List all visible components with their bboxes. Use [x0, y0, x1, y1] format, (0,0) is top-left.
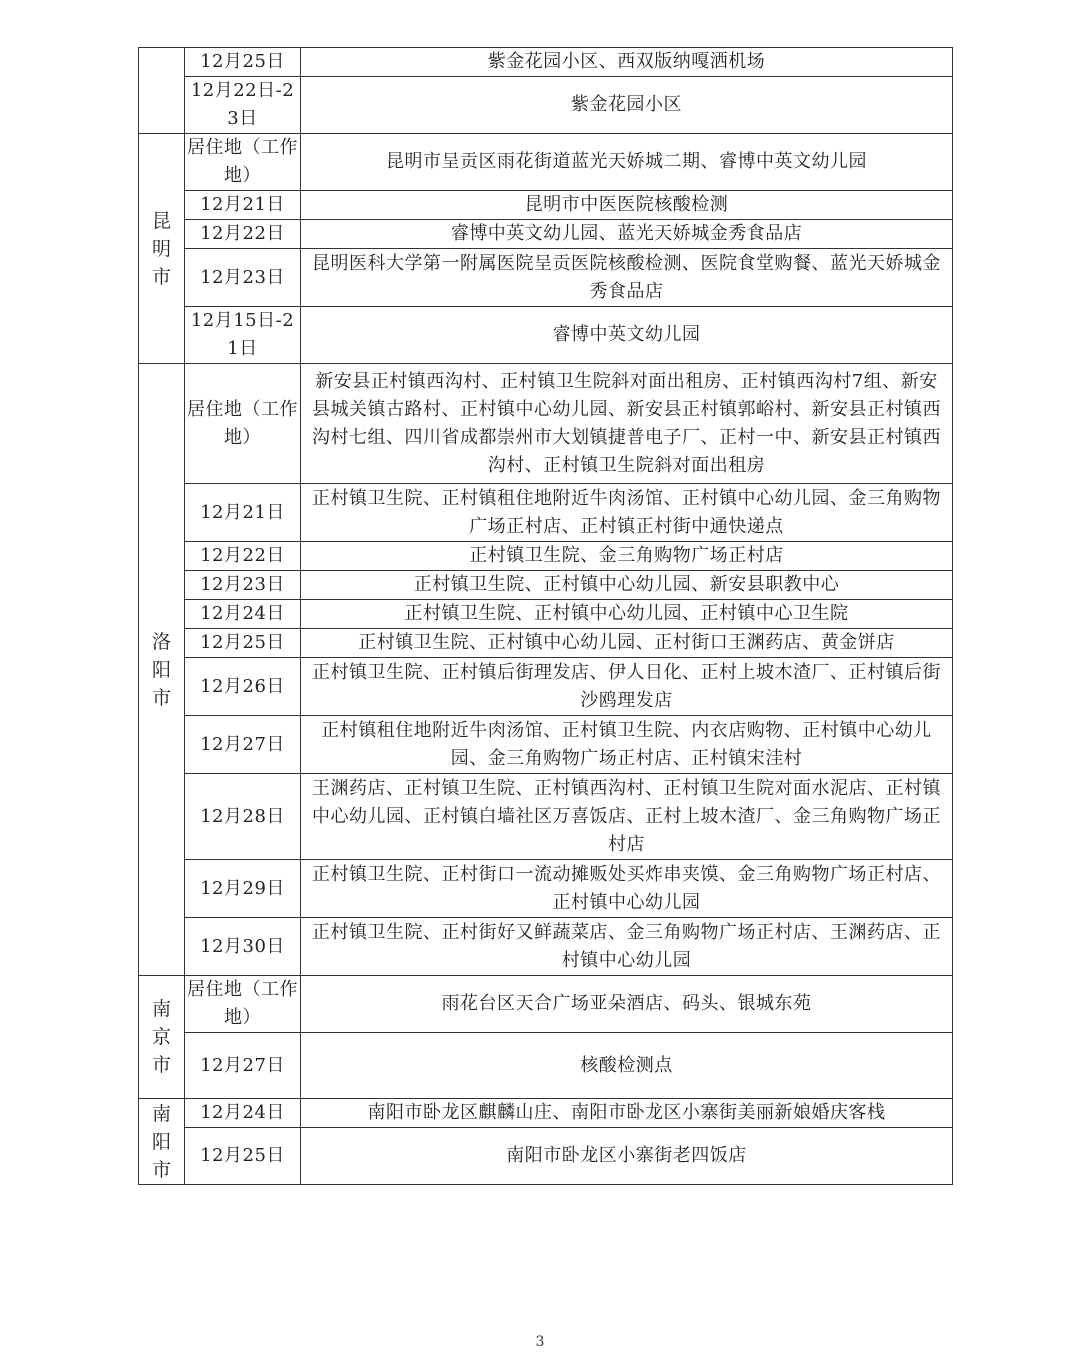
places-cell: 昆明市呈贡区雨花街道蓝光天娇城二期、睿博中英文幼儿园	[301, 134, 953, 191]
date-cell: 12月22日	[185, 542, 301, 571]
date-cell: 12月24日	[185, 1099, 301, 1128]
places-cell: 紫金花园小区	[301, 77, 953, 134]
table-row	[139, 191, 953, 220]
itinerary-table	[138, 47, 953, 1185]
date-cell: 居住地（工作地）	[185, 134, 301, 191]
date-cell: 12月23日	[185, 249, 301, 307]
table-row	[139, 600, 953, 629]
places-cell: 紫金花园小区、西双版纳嘎洒机场	[301, 48, 953, 77]
places-cell: 新安县正村镇西沟村、正村镇卫生院斜对面出租房、正村镇西沟村7组、新安县城关镇古路村、正村镇中心幼儿园、新安县正村镇郭峪村、新安县正村镇西沟村七组、四川省成都崇州市大划镇捷普电子厂、正村一中、新安县正村镇西沟村、正村镇卫生院斜对面出租房	[301, 364, 953, 484]
page-number: 3	[535, 1334, 545, 1350]
places-cell: 雨花台区天合广场亚朵酒店、码头、银城东苑	[301, 976, 953, 1033]
table-row	[139, 571, 953, 600]
date-cell: 12月21日	[185, 191, 301, 220]
table-row	[139, 658, 953, 716]
table-row	[139, 307, 953, 364]
city-cell	[139, 976, 185, 1099]
date-cell: 12月15日-21日	[185, 307, 301, 364]
date-cell: 12月27日	[185, 1033, 301, 1099]
date-cell: 居住地（工作地）	[185, 364, 301, 484]
city-name: 昆明市	[152, 209, 172, 288]
places-cell: 正村镇租住地附近牛肉汤馆、正村镇卫生院、内衣店购物、正村镇中心幼儿园、金三角购物广场正村店、正村镇宋洼村	[301, 716, 953, 774]
date-cell: 12月28日	[185, 774, 301, 860]
places-cell: 王渊药店、正村镇卫生院、正村镇西沟村、正村镇卫生院对面水泥店、正村镇中心幼儿园、正村镇白墙社区万喜饭店、正村上坡木渣厂、金三角购物广场正村店	[301, 774, 953, 860]
table-row	[139, 542, 953, 571]
places-cell: 正村镇卫生院、正村镇中心幼儿园、正村镇中心卫生院	[301, 600, 953, 629]
date-cell: 12月25日	[185, 1128, 301, 1185]
table-row	[139, 860, 953, 918]
city-name: 南阳市	[152, 1102, 172, 1181]
date-cell: 12月29日	[185, 860, 301, 918]
date-cell: 12月24日	[185, 600, 301, 629]
places-cell: 正村镇卫生院、正村镇中心幼儿园、正村街口王渊药店、黄金饼店	[301, 629, 953, 658]
places-cell: 正村镇卫生院、正村镇租住地附近牛肉汤馆、正村镇中心幼儿园、金三角购物广场正村店、正村镇正村街中通快递点	[301, 484, 953, 542]
places-cell: 正村镇卫生院、正村镇中心幼儿园、新安县职教中心	[301, 571, 953, 600]
date-cell: 12月22日-23日	[185, 77, 301, 134]
date-cell: 居住地（工作地）	[185, 976, 301, 1033]
date-cell: 12月30日	[185, 918, 301, 976]
date-cell: 12月22日	[185, 220, 301, 249]
date-cell: 12月25日	[185, 48, 301, 77]
table-row	[139, 220, 953, 249]
date-cell: 12月23日	[185, 571, 301, 600]
date-cell: 12月25日	[185, 629, 301, 658]
places-cell: 正村镇卫生院、金三角购物广场正村店	[301, 542, 953, 571]
city-name: 洛阳市	[152, 630, 172, 709]
places-cell: 昆明医科大学第一附属医院呈贡医院核酸检测、医院食堂购餐、蓝光天娇城金秀食品店	[301, 249, 953, 307]
places-cell: 核酸检测点	[301, 1033, 953, 1099]
places-cell: 正村镇卫生院、正村街口一流动摊贩处买炸串夹馍、金三角购物广场正村店、正村镇中心幼儿园	[301, 860, 953, 918]
date-cell: 12月26日	[185, 658, 301, 716]
places-cell: 睿博中英文幼儿园、蓝光天娇城金秀食品店	[301, 220, 953, 249]
city-cell	[139, 134, 185, 364]
table-row	[139, 918, 953, 976]
table-row	[139, 1128, 953, 1185]
table-row	[139, 1033, 953, 1099]
table-row	[139, 1099, 953, 1128]
city-cell	[139, 1099, 185, 1185]
table-row	[139, 976, 953, 1033]
table-row	[139, 249, 953, 307]
table-row	[139, 484, 953, 542]
city-cell	[139, 364, 185, 976]
table-row	[139, 629, 953, 658]
itinerary-table-body	[139, 48, 953, 1185]
table-row	[139, 77, 953, 134]
city-cell	[139, 48, 185, 134]
table-row	[139, 716, 953, 774]
table-row	[139, 134, 953, 191]
places-cell: 睿博中英文幼儿园	[301, 307, 953, 364]
table-row	[139, 48, 953, 77]
city-name: 南京市	[152, 998, 172, 1076]
places-cell: 南阳市卧龙区麒麟山庄、南阳市卧龙区小寨街美丽新娘婚庆客栈	[301, 1099, 953, 1128]
places-cell: 正村镇卫生院、正村街好又鲜蔬菜店、金三角购物广场正村店、王渊药店、正村镇中心幼儿园	[301, 918, 953, 976]
places-cell: 正村镇卫生院、正村镇后街理发店、伊人日化、正村上坡木渣厂、正村镇后街沙鸥理发店	[301, 658, 953, 716]
date-cell: 12月21日	[185, 484, 301, 542]
places-cell: 南阳市卧龙区小寨街老四饭店	[301, 1128, 953, 1185]
date-cell: 12月27日	[185, 716, 301, 774]
table-row	[139, 774, 953, 860]
places-cell: 昆明市中医医院核酸检测	[301, 191, 953, 220]
table-row	[139, 364, 953, 484]
